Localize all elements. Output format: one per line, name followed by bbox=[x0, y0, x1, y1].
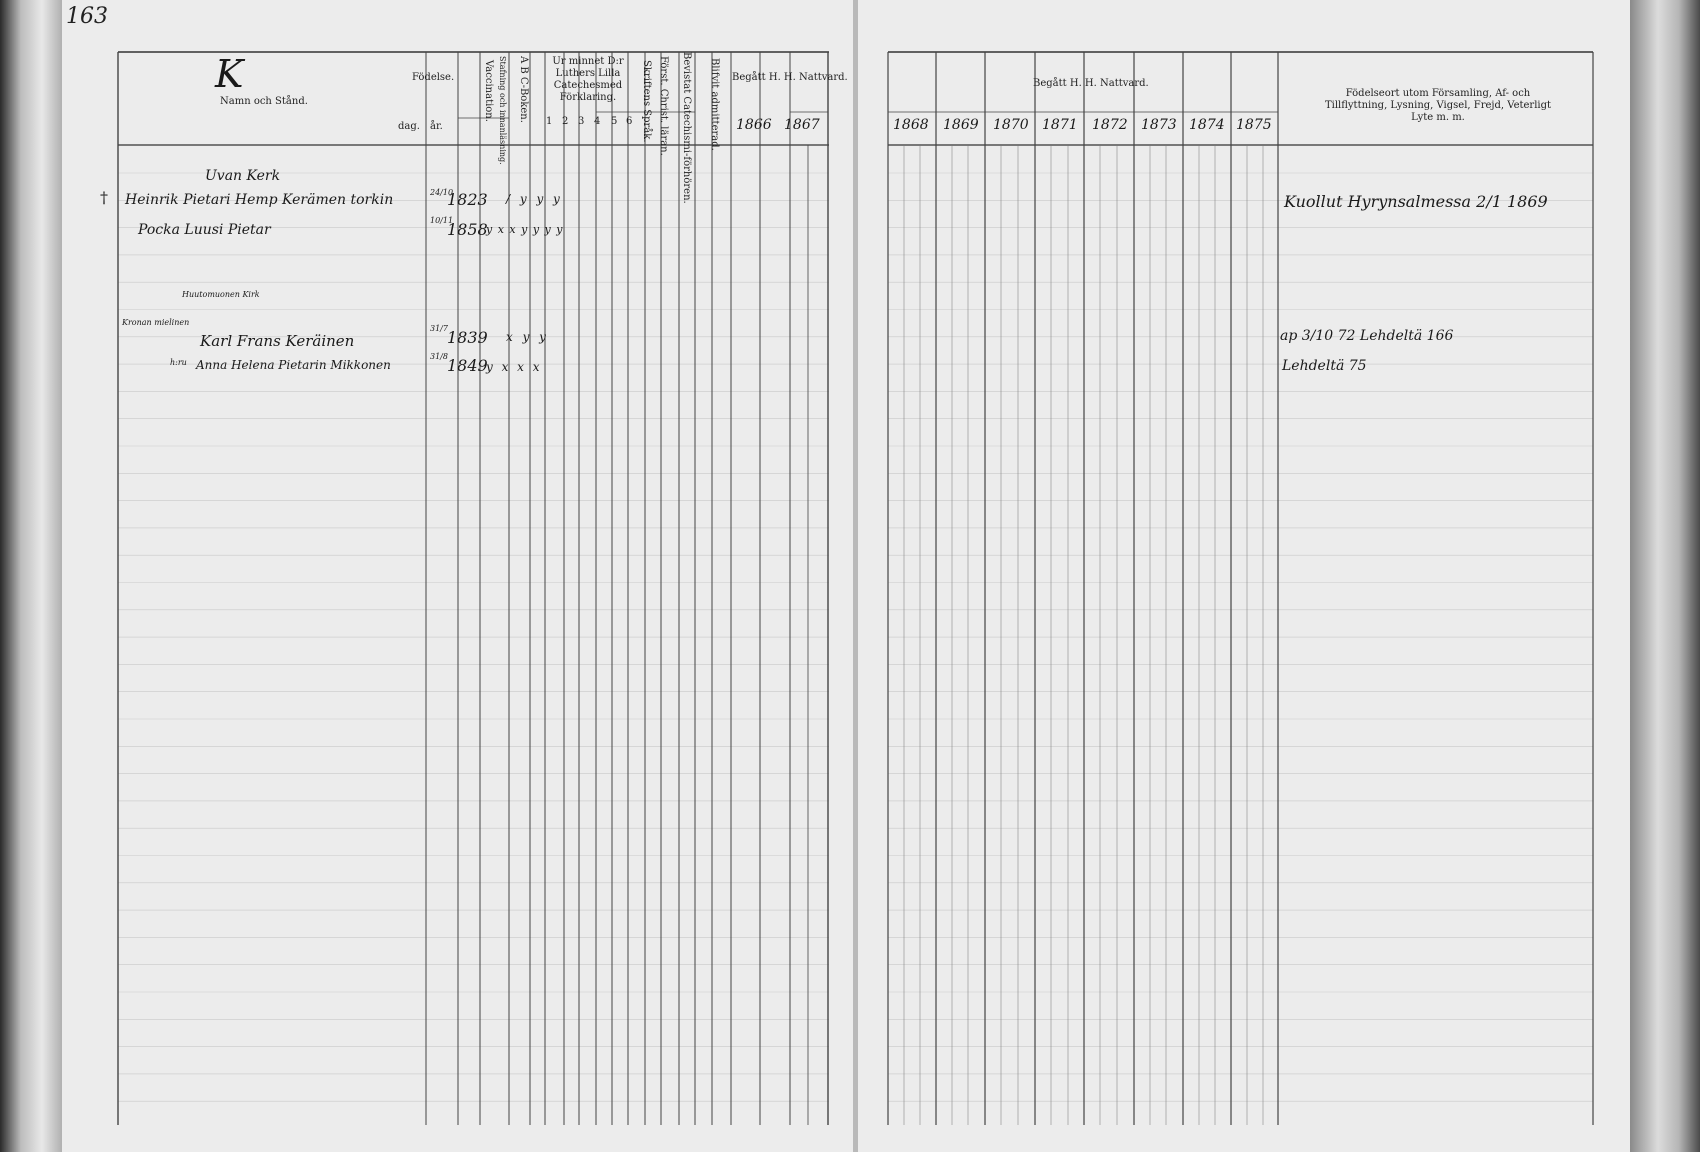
year-1869: 1869 bbox=[943, 117, 979, 133]
page-number: 163 bbox=[66, 4, 108, 29]
year-1875: 1875 bbox=[1236, 117, 1272, 133]
year-1868: 1868 bbox=[893, 117, 929, 133]
year-1872: 1872 bbox=[1092, 117, 1128, 133]
group1-heading: Uvan Kerk bbox=[205, 168, 281, 184]
header-christian: Först. Christ. läran. bbox=[658, 56, 669, 156]
header-birth-year: år. bbox=[430, 121, 443, 132]
year-1866: 1866 bbox=[736, 117, 772, 133]
cat-num-5: 5 bbox=[611, 116, 618, 127]
cat-num-6: 6 bbox=[626, 116, 633, 127]
header-birth-day: dag. bbox=[398, 121, 420, 132]
header-catechism: Ur minnet D:r Luthers Lilla Catechesmed Förklaring. bbox=[552, 56, 624, 103]
entry1-day: 24/10 bbox=[430, 188, 454, 197]
year-1870: 1870 bbox=[993, 117, 1029, 133]
group2-heading: Huutomuonen Kirk bbox=[182, 290, 260, 299]
entry4-year: 1849 bbox=[447, 356, 488, 375]
entry4-prefix: h:ru bbox=[170, 358, 187, 367]
header-communion-left: Begått H. H. Nattvard. bbox=[732, 72, 848, 83]
entry2-day: 10/11 bbox=[430, 216, 454, 225]
entry4-remark: Lehdeltä 75 bbox=[1282, 358, 1367, 374]
entry4-marks: y x x x bbox=[486, 360, 540, 374]
header-admitted: Blifvit admitterad. bbox=[709, 58, 720, 151]
left-page bbox=[62, 0, 857, 1152]
cat-num-1: 1 bbox=[546, 116, 553, 127]
header-communion-right: Begått H. H. Nattvard. bbox=[1033, 78, 1149, 89]
entry1-name: Heinrik Pietari Hemp Kerämen torkin bbox=[125, 192, 394, 208]
header-vaccination: Vaccination. bbox=[483, 60, 494, 122]
entry3-remark: ap 3/10 72 Lehdeltä 166 bbox=[1280, 328, 1454, 344]
entry3-year: 1839 bbox=[447, 328, 488, 347]
entry2-marks: y x x y y y y bbox=[486, 223, 563, 236]
entry2-name: Pocka Luusi Pietar bbox=[138, 222, 271, 238]
entry3-name: Karl Frans Keräinen bbox=[200, 332, 355, 350]
entry3-day: 31/7 bbox=[430, 324, 448, 333]
header-name: Namn och Stånd. bbox=[220, 96, 308, 107]
year-1873: 1873 bbox=[1141, 117, 1177, 133]
entry1-year: 1823 bbox=[447, 190, 488, 209]
year-1874: 1874 bbox=[1189, 117, 1225, 133]
entry2-year: 1858 bbox=[447, 220, 488, 239]
left-ruling-grid bbox=[62, 0, 857, 1152]
entry4-day: 31/8 bbox=[430, 352, 448, 361]
deceased-cross: † bbox=[100, 188, 108, 207]
year-1867: 1867 bbox=[784, 117, 820, 133]
header-abc: A B C-Boken. bbox=[518, 56, 529, 123]
book-spine-right bbox=[1630, 0, 1700, 1152]
entry4-name: Anna Helena Pietarin Mikkonen bbox=[196, 358, 391, 372]
header-remarks: Födelseort utom Församling, Af- och Tillflyttning, Lysning, Vigsel, Frejd, Veterligt Lyte m. m. bbox=[1324, 88, 1552, 123]
section-letter: K bbox=[215, 52, 244, 96]
right-ruling-grid bbox=[858, 0, 1648, 1152]
entry3-title: Kronan mielinen bbox=[122, 318, 190, 327]
cat-num-3: 3 bbox=[578, 116, 585, 127]
year-1871: 1871 bbox=[1042, 117, 1078, 133]
entry3-marks: x y y bbox=[506, 330, 546, 344]
cat-num-2: 2 bbox=[562, 116, 569, 127]
header-reading: Stafning och innanläsning. bbox=[498, 56, 507, 165]
entry1-remark: Kuollut Hyrynsalmessa 2/1 1869 bbox=[1284, 192, 1548, 211]
entry1-marks: / y y y bbox=[506, 192, 560, 206]
header-hearings: Bevistat Catechismi-förhören. bbox=[681, 52, 692, 204]
cat-num-4: 4 bbox=[594, 116, 601, 127]
header-birth: Födelse. bbox=[412, 72, 455, 83]
right-page bbox=[858, 0, 1648, 1152]
book-spine-left bbox=[0, 0, 70, 1152]
header-scripture: Skriftens Språk. bbox=[641, 60, 652, 143]
